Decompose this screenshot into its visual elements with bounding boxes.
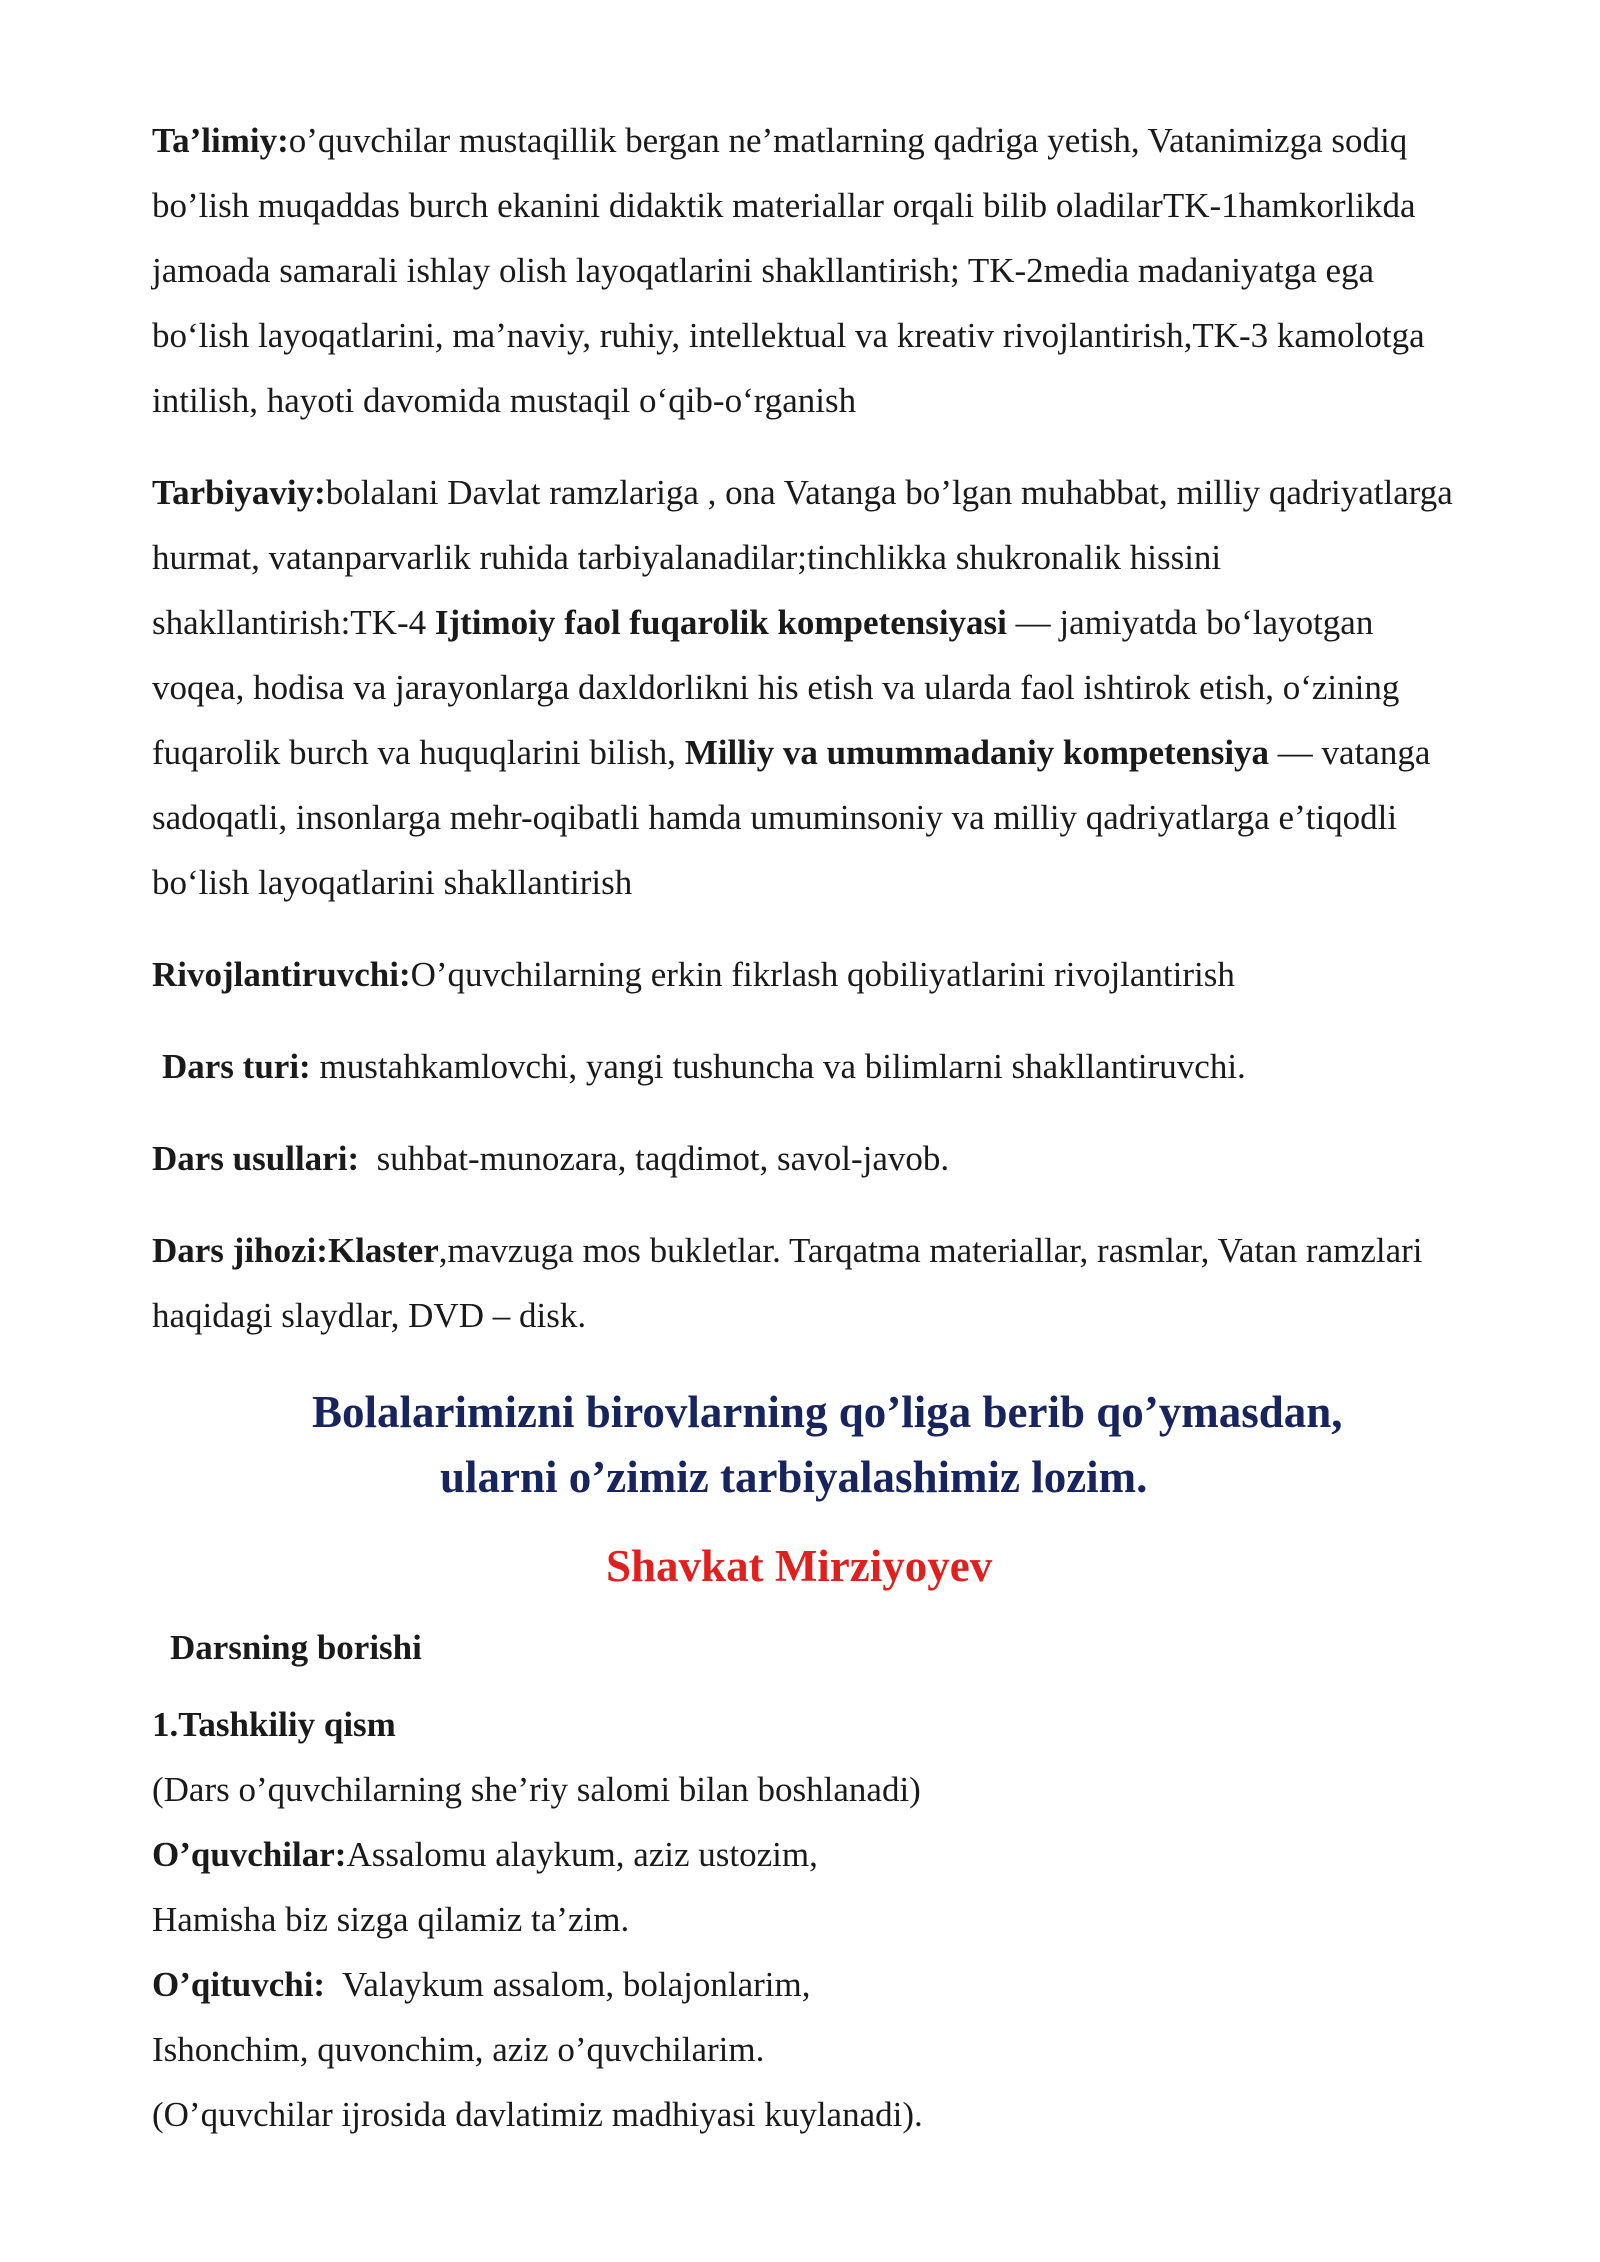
dars-turi-text: mustahkamlovchi, yangi tushuncha va bilimlarni shakllantiruvchi. — [310, 1047, 1246, 1086]
tashkiliy-closing: (O’quvchilar ijrosida davlatimiz madhiyasi kuylanadi). — [152, 2095, 923, 2134]
dars-usullari-text: suhbat-munozara, taqdimot, savol-javob. — [359, 1139, 950, 1178]
tarbiyaviy-bold-1: Ijtimoiy faol fuqarolik kompetensiyasi — [434, 603, 1007, 642]
darsning-borishi-heading: Darsning borishi — [170, 1628, 422, 1667]
tashkiliy-qism-section — [152, 1692, 1472, 2147]
rivojlantiruvchi-label: Rivojlantiruvchi: — [152, 955, 411, 994]
dars-jihozi-paragraph — [152, 1218, 1472, 1348]
rivojlantiruvchi-text: O’quvchilarning erkin fikrlash qobiliyatlarini rivojlantirish — [410, 955, 1235, 994]
tashkiliy-heading: 1.Tashkiliy qism — [152, 1705, 396, 1744]
teacher-line-1 — [152, 1952, 1472, 2017]
students-line-1 — [152, 1822, 1472, 1887]
teacher-text-1: Valaykum assalom, bolajonlarim, — [325, 1965, 811, 2004]
talimiy-text: o’quvchilar mustaqillik bergan ne’matlarning qadriga yetish, Vatanimizga sodiq bo’lish muqaddas burch ekanini didaktik materiallar orqali bilib oladilarTK-1hamkorlikda jamoada samarali ishlay olish layoqatlarini shakllantirish; TK-2media madaniyatga ega boʻlish layoqatlarini, maʼnaviy, ruhiy, intellektual va kreativ rivojlantirish,TK-3 kamolotga intilish, hayoti davomida mustaqil oʻqib-oʻrganish — [152, 121, 1425, 420]
dars-turi-label: Dars turi: — [162, 1047, 311, 1086]
teacher-label: O’qituvchi: — [152, 1965, 326, 2004]
tarbiyaviy-bold-2: Milliy va umummadaniy kompetensiya — [684, 733, 1270, 772]
tarbiyaviy-text-2: — jamiyatda boʻlayotgan voqea, hodisa va jarayonlarga daxldorlikni his etish va ularda faol ishtirok etish, oʻzining fuqarolik burch va huquqlarini bilish, — [152, 603, 1400, 772]
rivojlantiruvchi-paragraph — [152, 942, 1472, 1007]
quote-line-1: Bolalarimizni birovlarning qo’liga berib qo’ymasdan, — [312, 1387, 1343, 1437]
tarbiyaviy-paragraph — [152, 460, 1472, 915]
dars-jihozi-label: Dars jihozi:Klaster — [152, 1231, 439, 1270]
students-line-2: Hamisha biz sizga qilamiz ta’zim. — [152, 1900, 630, 1939]
dars-jihozi-text: ,mavzuga mos bukletlar. Tarqatma materiallar, rasmlar, Vatan ramzlari haqidagi slaydlar, DVD – disk. — [152, 1231, 1423, 1335]
talimiy-label: Ta’limiy: — [152, 121, 289, 160]
dars-usullari-label: Dars usullari: — [152, 1139, 360, 1178]
tarbiyaviy-label: Tarbiyaviy: — [152, 473, 326, 512]
quote-author: Shavkat Mirziyoyev — [606, 1541, 993, 1591]
talimiy-paragraph — [152, 108, 1472, 433]
dars-turi-paragraph — [152, 1034, 1472, 1099]
dars-usullari-paragraph — [152, 1126, 1472, 1191]
tarbiyaviy-text-3: — vatanga sadoqatli, insonlarga mehr-oqibatli hamda umuminsoniy va milliy qadriyatlarga eʼtiqodli boʻlish layoqatlarini shakllantirish — [152, 733, 1431, 902]
document-page — [152, 108, 1472, 2147]
tashkiliy-intro: (Dars o’quvchilarning she’riy salomi bilan boshlanadi) — [152, 1770, 921, 1809]
students-label: O’quvchilar: — [152, 1835, 347, 1874]
students-text-1: Assalomu alaykum, aziz ustozim, — [346, 1835, 818, 1874]
teacher-line-2: Ishonchim, quvonchim, aziz o’quvchilarim. — [152, 2030, 765, 2069]
quote-line-2: ularni o’zimiz tarbiyalashimiz lozim. — [440, 1452, 1148, 1502]
epigraph-quote — [152, 1380, 1472, 1510]
tarbiyaviy-text-1: bolalani Davlat ramzlariga , ona Vatanga bo’lgan muhabbat, milliy qadriyatlarga hurmat, vatanparvarlik ruhida tarbiyalanadilar;tinchlikka shukronalik hissini shakllantirish:TK-4 — [152, 473, 1453, 642]
